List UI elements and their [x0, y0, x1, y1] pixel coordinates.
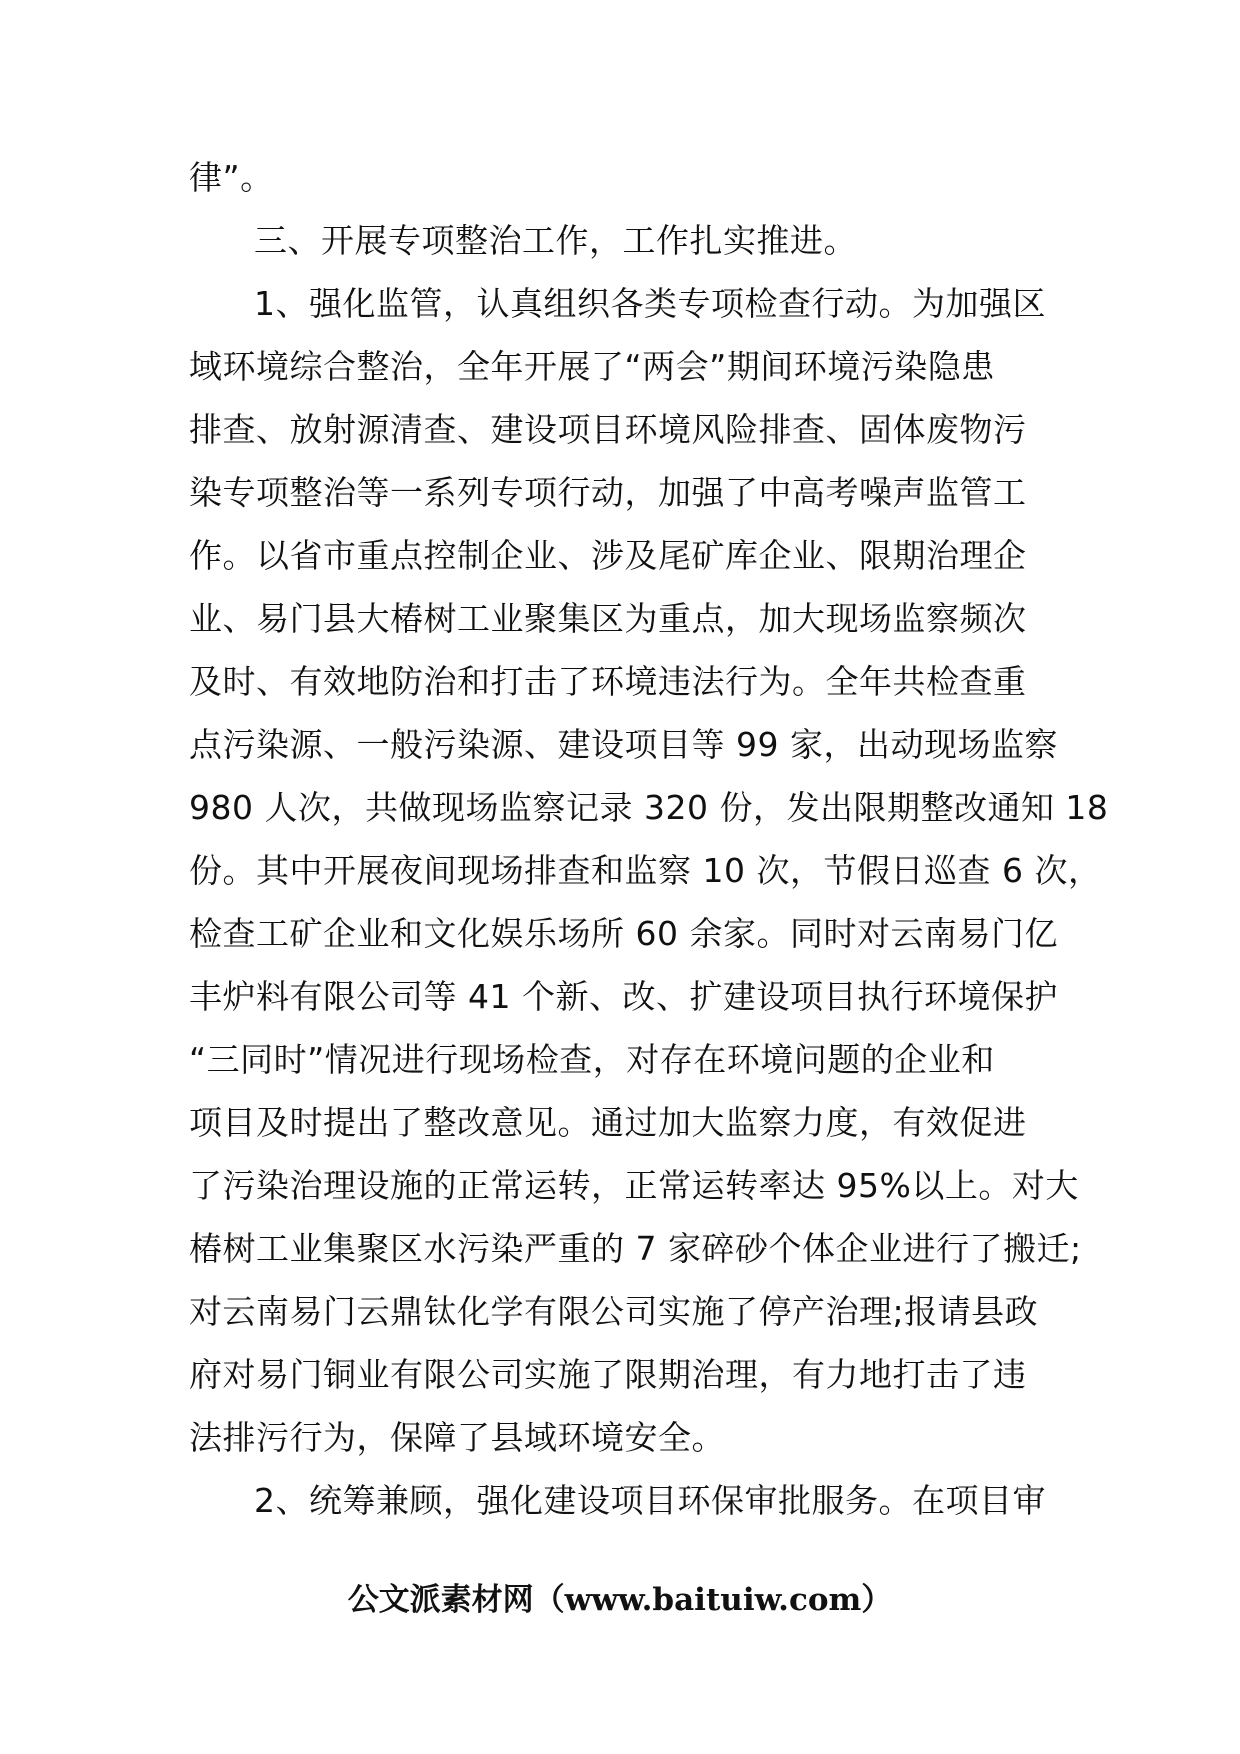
paragraph-heading: 1、强化监管，认真组织各类专项检查行动。为加强区 [254, 284, 1046, 323]
text-line: 检查工矿企业和文化娱乐场所 60 余家。同时对云南易门亿 [189, 914, 1058, 953]
text-line: 作。以省市重点控制企业、涉及尾矿库企业、限期治理企 [189, 536, 1027, 575]
text-line: 府对易门铜业有限公司实施了限期治理，有力地打击了违 [189, 1355, 1027, 1394]
text-line: 染专项整治等一系列专项行动，加强了中高考噪声监管工 [189, 473, 1027, 512]
text-line: 丰炉料有限公司等 41 个新、改、扩建设项目执行环境保护 [189, 977, 1058, 1016]
paragraph-heading: 2、统筹兼顾，强化建设项目环保审批服务。在项目审 [254, 1481, 1046, 1520]
text-line: 980 人次，共做现场监察记录 320 份，发出限期整改通知 18 [189, 788, 1109, 827]
text-line: 法排污行为，保障了县域环境安全。 [189, 1418, 725, 1457]
text-line: 业、易门县大椿树工业聚集区为重点，加大现场监察频次 [189, 599, 1027, 638]
text-line: 域环境综合整治，全年开展了“两会”期间环境污染隐患 [189, 347, 995, 386]
text-line: 排查、放射源清查、建设项目环境风险排查、固体废物污 [189, 410, 1027, 449]
text-line: 椿树工业集聚区水污染严重的 7 家碎砂个体企业进行了搬迁; [189, 1229, 1082, 1268]
page-footer: 公文派素材网（www.baituiw.com） [347, 1582, 893, 1618]
text-line: 项目及时提出了整改意见。通过加大监察力度，有效促进 [189, 1103, 1027, 1142]
section-heading: 三、开展专项整治工作，工作扎实推进。 [254, 221, 857, 260]
text-line: 份。其中开展夜间现场排查和监察 10 次，节假日巡查 6 次， [189, 851, 1102, 890]
text-line: 律”。 [189, 158, 274, 197]
text-line: 点污染源、一般污染源、建设项目等 99 家，出动现场监察 [189, 725, 1058, 764]
text-line: 及时、有效地防治和打击了环境违法行为。全年共检查重 [189, 662, 1027, 701]
text-line: “三同时”情况进行现场检查，对存在环境问题的企业和 [189, 1040, 995, 1079]
text-line: 了污染治理设施的正常运转，正常运转率达 95%以上。对大 [189, 1166, 1079, 1205]
text-line: 对云南易门云鼎钛化学有限公司实施了停产治理;报请县政 [189, 1292, 1039, 1331]
